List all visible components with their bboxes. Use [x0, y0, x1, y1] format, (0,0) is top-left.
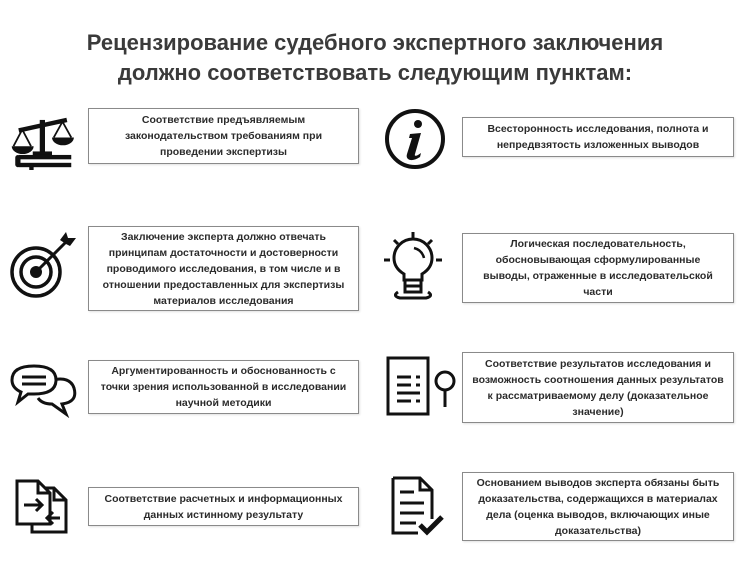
- scales-icon: [10, 104, 80, 170]
- criterion-box-3: [88, 226, 359, 311]
- chat-bubbles-icon: [8, 360, 80, 418]
- title-line-1: Рецензирование судебного экспертного заключения: [86, 30, 664, 55]
- criterion-box-6: [462, 352, 734, 423]
- title-line-2: должно соответствовать следующим пунктам:: [117, 60, 633, 85]
- criterion-box-8: [462, 472, 734, 541]
- criterion-box-5: [88, 360, 359, 414]
- criterion-text-4: Логическая последовательность, обосновывающая сформулированные выводы, отраженные в исследовательской части: [483, 238, 713, 298]
- page-title: [0, 28, 750, 88]
- criterion-box-2: [462, 117, 734, 157]
- document-magnifier-icon: [385, 355, 461, 419]
- target-icon: [8, 230, 78, 300]
- criterion-box-4: [462, 233, 734, 303]
- criterion-text-1: Соответствие предъявляемым законодательством требованиям при проведении экспертизы: [124, 114, 323, 158]
- criterion-box-1: [88, 108, 359, 164]
- file-exchange-icon: [14, 478, 72, 534]
- document-check-icon: [390, 475, 446, 537]
- criterion-text-5: Аргументированность и обоснованность с точки зрения использованной в исследовании научной методики: [100, 365, 347, 409]
- criterion-text-3: Заключение эксперта должно отвечать принципам достаточности и достоверности проводимого исследования, в том числе и в отношении предоставленных для экспертизы материалов исследования: [102, 230, 345, 307]
- criterion-text-8: Основанием выводов эксперта обязаны быть доказательства, содержащихся в материалах дела (оценка выводов, включающих иные доказательства): [476, 476, 720, 537]
- criterion-box-7: [88, 487, 359, 526]
- criterion-text-2: Всесторонность исследования, полнота и непредвзятость изложенных выводов: [487, 123, 709, 151]
- info-icon: [384, 108, 446, 170]
- criterion-text-7: Соответствие расчетных и информационных данных истинному результату: [104, 492, 343, 521]
- lightbulb-icon: [380, 230, 446, 302]
- criterion-text-6: Соответствие результатов исследования и возможность соотношения данных результатов к рассматриваемому делу (доказательное значение): [472, 357, 724, 418]
